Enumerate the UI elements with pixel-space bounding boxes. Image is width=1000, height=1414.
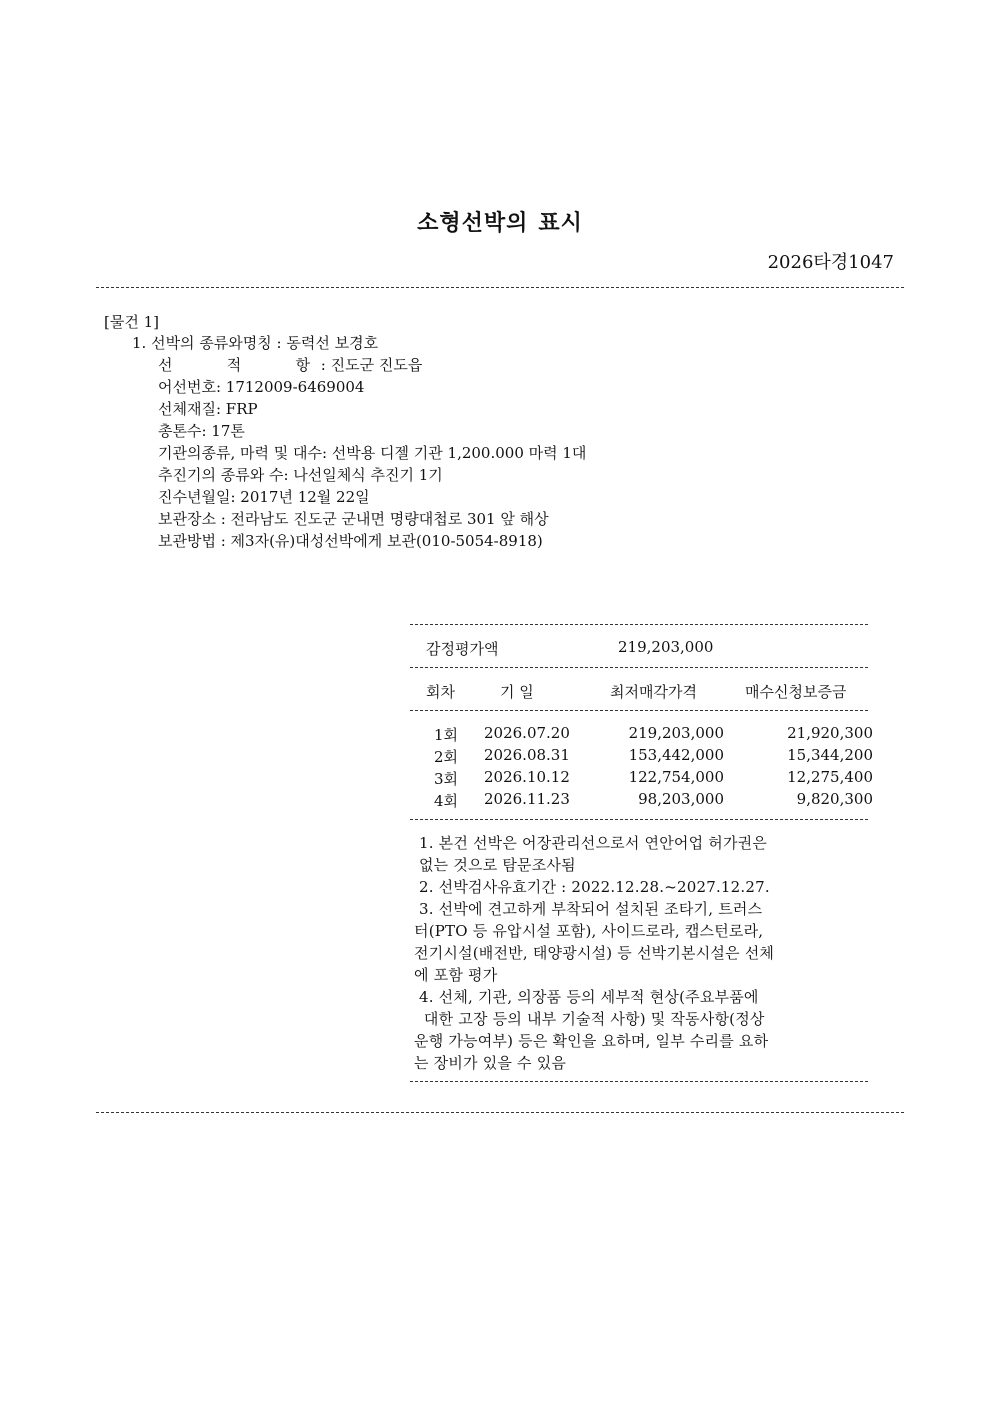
note-line: 없는 것으로 탐문조사됨 [414, 856, 576, 874]
row-round: 1회 [434, 726, 459, 744]
row-min-price: 122,754,000 [628, 768, 724, 786]
note-line: 2. 선박검사유효기간 : 2022.12.28.~2027.12.27. [414, 878, 770, 896]
row-min-price: 219,203,000 [628, 724, 724, 742]
registry-label-char: 항 [295, 356, 310, 374]
appraisal-label: 감정평가액 [426, 640, 499, 658]
col-header-min-price: 최저매각가격 [610, 683, 697, 701]
registry-label [158, 354, 310, 375]
title-part-1: 소형선박의 [417, 211, 529, 236]
registry-label-char: 선 [158, 356, 173, 374]
detail-line: 진수년월일: 2017년 12월 22일 [158, 488, 370, 506]
row-round: 4회 [434, 792, 459, 810]
row-date: 2026.07.20 [484, 724, 570, 742]
col-header-date: 기 일 [500, 683, 534, 701]
detail-line: 선체재질: FRP [158, 400, 258, 418]
row-date: 2026.08.31 [484, 746, 570, 764]
property-header: [물건 1] [104, 313, 159, 331]
col-header-deposit: 매수신청보증금 [745, 683, 847, 701]
note-line: 운행 가능여부) 등은 확인을 요하며, 일부 수리를 요하 [414, 1032, 769, 1050]
detail-line: 총톤수: 17톤 [158, 422, 245, 440]
row-min-price: 153,442,000 [628, 746, 724, 764]
col-header-round: 회차 [426, 683, 455, 701]
detail-line: 어선번호: 1712009-6469004 [158, 378, 365, 396]
page-title [0, 206, 1000, 237]
note-line: 전기시설(배전반, 태양광시설) 등 선박기본시설은 선체 [414, 944, 775, 962]
row-deposit: 9,820,300 [796, 790, 873, 808]
case-number: 2026타경1047 [767, 252, 894, 273]
note-line: 에 포함 평가 [414, 966, 498, 984]
row-deposit: 15,344,200 [787, 746, 873, 764]
registry-value: : 진도군 진도읍 [320, 356, 423, 374]
detail-line: 보관장소 : 전라남도 진도군 군내면 명량대첩로 301 앞 해상 [158, 510, 549, 528]
box-divider [410, 1081, 868, 1082]
title-part-2: 표시 [538, 211, 583, 236]
row-deposit: 21,920,300 [787, 724, 873, 742]
bottom-divider [96, 1112, 904, 1113]
box-divider [410, 624, 868, 625]
detail-line: 추진기의 종류와 수: 나선일체식 추진기 1기 [158, 466, 443, 484]
note-line: 4. 선체, 기관, 의장품 등의 세부적 현상(주요부품에 [414, 988, 759, 1006]
row-date: 2026.11.23 [484, 790, 570, 808]
detail-line: 기관의종류, 마력 및 대수: 선박용 디젤 기관 1,200.000 마력 1대 [158, 444, 587, 462]
detail-line: 보관방법 : 제3자(유)대성선박에게 보관(010-5054-8918) [158, 532, 543, 550]
box-divider [410, 819, 868, 820]
box-divider [410, 667, 868, 668]
note-line: 1. 본건 선박은 어장관리선으로서 연안어업 허가권은 [414, 834, 768, 852]
appraisal-value: 219,203,000 [618, 638, 714, 656]
property-item-line: 1. 선박의 종류와명칭 : 동력선 보경호 [132, 334, 379, 352]
registry-label-char: 적 [226, 356, 242, 374]
row-round: 2회 [434, 748, 459, 766]
row-deposit: 12,275,400 [787, 768, 873, 786]
note-line: 는 장비가 있을 수 있음 [414, 1054, 567, 1072]
top-divider [96, 287, 904, 288]
note-line: 대한 고장 등의 내부 기술적 사항) 및 작동사항(정상 [414, 1010, 765, 1028]
box-divider [410, 710, 868, 711]
row-min-price: 98,203,000 [638, 790, 724, 808]
note-line: 터(PTO 등 유압시설 포함), 사이드로라, 캡스턴로라, [414, 922, 764, 940]
note-line: 3. 선박에 견고하게 부착되어 설치된 조타기, 트러스 [414, 900, 763, 918]
registry-port-line [158, 354, 422, 375]
row-date: 2026.10.12 [484, 768, 570, 786]
row-round: 3회 [434, 770, 459, 788]
